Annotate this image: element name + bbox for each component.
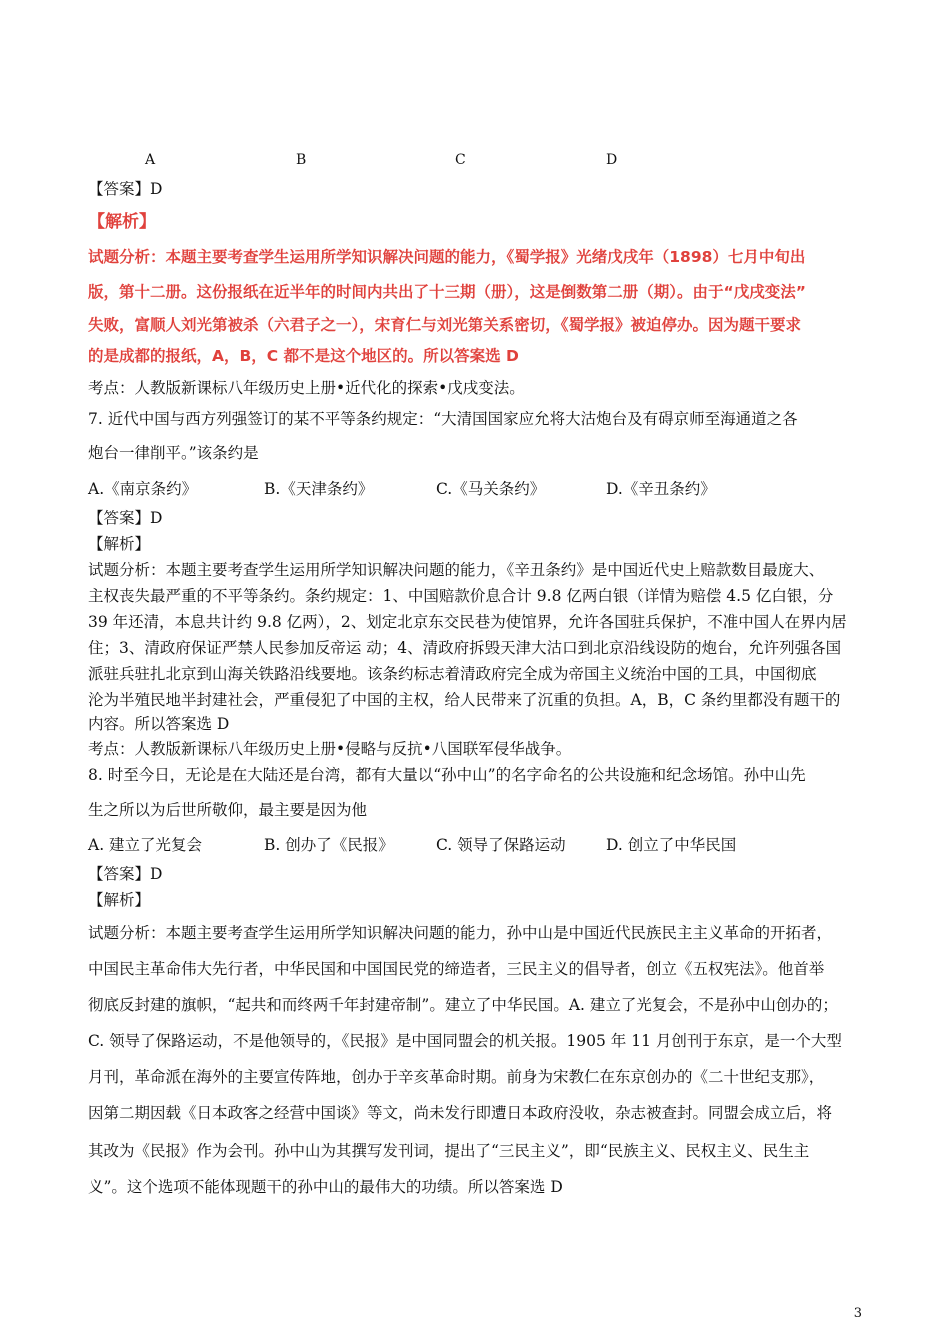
q8-analysis-line-2: 中国民主革命伟大先行者，中华民国和中国国民党的缔造者，三民主义的倡导者，创立《五权宪法》。他首举: [88, 960, 825, 978]
q7-option-d: D.《辛丑条约》: [606, 480, 716, 498]
q7-analysis-line-7: 内容。所以答案选 D: [88, 715, 230, 733]
q6-analysis-label: 【解析】: [88, 212, 156, 232]
q7-option-b: B.《天津条约》: [264, 480, 374, 498]
image-option-c: C: [455, 152, 466, 168]
q7-analysis-line-5: 派驻兵驻扎北京到山海关铁路沿线要地。该条约标志着清政府完全成为帝国主义统治中国的工具，中国彻底: [88, 665, 817, 683]
q8-answer: 【答案】D: [88, 865, 163, 883]
q6-analysis-line-4: 的是成都的报纸，A，B，C 都不是这个地区的。所以答案选 D: [88, 347, 519, 365]
q7-analysis-line-6: 沦为半殖民地半封建社会，严重侵犯了中国的主权，给人民带来了沉重的负担。A，B，C 条约里都没有题干的: [88, 691, 841, 709]
q8-option-b: B. 创办了《民报》: [264, 836, 394, 854]
q8-analysis-line-1: 试题分析：本题主要考查学生运用所学知识解决问题的能力，孙中山是中国近代民族民主主义革命的开拓者，: [88, 924, 833, 942]
image-option-a: A: [145, 152, 156, 168]
q8-option-c: C. 领导了保路运动: [436, 836, 566, 854]
q8-analysis-line-4: C. 领导了保路运动，不是他领导的，《民报》是中国同盟会的机关报。1905 年 11 月创刊于东京，是一个大型: [88, 1032, 842, 1050]
q7-kaodian: 考点：人教版新课标八年级历史上册•侵略与反抗•八国联军侵华战争。: [88, 740, 572, 758]
q8-option-a: A. 建立了光复会: [88, 836, 203, 854]
q8-stem-line-1: 8. 时至今日，无论是在大陆还是台湾，都有大量以“孙中山”的名字命名的公共设施和纪念场馆。孙中山先: [88, 766, 806, 784]
q8-analysis-line-7: 其改为《民报》作为会刊。孙中山为其撰写发刊词，提出了“三民主义”，即“民族主义、民权主义、民生主: [88, 1142, 810, 1160]
page-number: 3: [853, 1306, 862, 1321]
q7-analysis-line-4: 住；3、清政府保证严禁人民参加反帝运 动；4、清政府拆毁天津大沽口到北京沿线设防的炮台，允许列强各国: [88, 639, 842, 657]
image-option-b: B: [296, 152, 307, 168]
q7-answer: 【答案】D: [88, 509, 163, 527]
q6-kaodian: 考点：人教版新课标八年级历史上册•近代化的探索•戊戌变法。: [88, 379, 525, 397]
q6-answer: 【答案】D: [88, 180, 163, 198]
q7-analysis-line-1: 试题分析：本题主要考查学生运用所学知识解决问题的能力，《辛丑条约》是中国近代史上赔款数目最庞大、: [88, 561, 825, 579]
q7-option-a: A.《南京条约》: [88, 480, 198, 498]
q8-analysis-line-8: 义”。这个选项不能体现题干的孙中山的最伟大的功绩。所以答案选 D: [88, 1178, 563, 1196]
q8-analysis-label: 【解析】: [88, 891, 151, 909]
q8-analysis-line-6: 因第二期因载《日本政客之经营中国谈》等文，尚未发行即遭日本政府没收，杂志被查封。同盟会成立后，将: [88, 1104, 833, 1122]
q6-analysis-line-2: 版，第十二册。这份报纸在近半年的时间内共出了十三期（册），这是倒数第二册（期）。由于“戊戌变法”: [88, 283, 806, 301]
q7-stem-line-2: 炮台一律削平。”该条约是: [88, 444, 259, 462]
image-option-d: D: [606, 152, 618, 168]
q8-analysis-line-3: 彻底反封建的旗帜，“起共和而终两千年封建帝制”。建立了中华民国。A. 建立了光复会，不是孙中山创办的；: [88, 996, 838, 1014]
q6-analysis-line-1: 试题分析：本题主要考查学生运用所学知识解决问题的能力，《蜀学报》光绪戊戌年（1898）七月中旬出: [88, 248, 806, 266]
q7-analysis-line-2: 主权丧失最严重的不平等条约。条约规定：1、中国赔款价息合计 9.8 亿两白银（详情为赔偿 4.5 亿白银，分: [88, 587, 834, 605]
q6-analysis-line-3: 失败，富顺人刘光第被杀（六君子之一），宋育仁与刘光第关系密切，《蜀学报》被迫停办。因为题干要求: [88, 316, 802, 334]
q7-option-c: C.《马关条约》: [436, 480, 546, 498]
q8-option-d: D. 创立了中华民国: [606, 836, 737, 854]
q7-analysis-label: 【解析】: [88, 535, 151, 553]
q8-analysis-line-5: 月刊，革命派在海外的主要宣传阵地，创办于辛亥革命时期。前身为宋教仁在东京创办的《二十世纪支那》，: [88, 1068, 825, 1086]
q7-stem-line-1: 7. 近代中国与西方列强签订的某不平等条约规定：“大清国国家应允将大沽炮台及有碍京师至海通道之各: [88, 410, 798, 428]
q8-stem-line-2: 生之所以为后世所敬仰，最主要是因为他: [88, 801, 368, 819]
q7-analysis-line-3: 39 年还清，本息共计约 9.8 亿两），2、划定北京东交民巷为使馆界，允许各国驻兵保护，不准中国人在界内居: [88, 613, 847, 631]
